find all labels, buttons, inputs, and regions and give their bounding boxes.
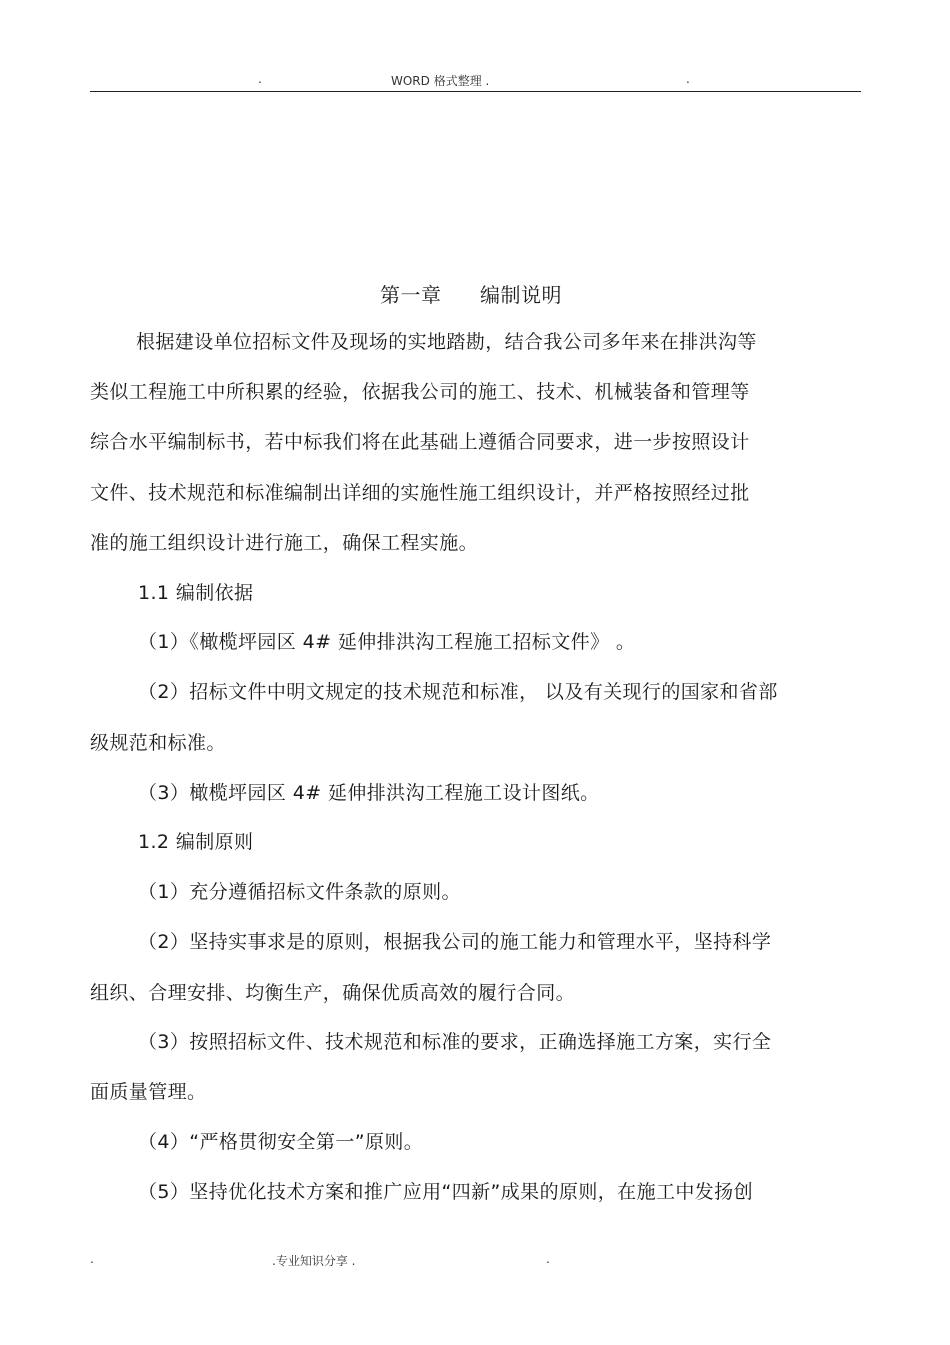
body-line: 类似工程施工中所积累的经验，依据我公司的施工、技术、机械装备和管理等 (90, 381, 750, 403)
chapter-title: 编制说明 (480, 283, 562, 307)
footer-dot-right: . (546, 1252, 550, 1266)
section-heading: 1.2 编制原则 (138, 831, 254, 853)
footer-dot-left: . (90, 1252, 94, 1266)
list-item: （4）“严格贯彻安全第一”原则。 (138, 1131, 424, 1153)
body-line: 根据建设单位招标文件及现场的实地踏勘，结合我公司多年来在排洪沟等 (136, 331, 757, 353)
header-dot-right: . (686, 72, 690, 86)
body-line: 级规范和标准。 (90, 732, 226, 754)
body-line: 准的施工组织设计进行施工，确保工程实施。 (90, 532, 479, 554)
list-item: （5）坚持优化技术方案和推广应用“四新”成果的原则，在施工中发扬创 (138, 1181, 753, 1203)
list-item: （3）按照招标文件、技术规范和标准的要求，正确选择施工方案，实行全 (138, 1031, 772, 1053)
body-line: 组织、合理安排、均衡生产，确保优质高效的履行合同。 (90, 982, 576, 1004)
list-item: （3）橄榄坪园区 4# 延伸排洪沟工程施工设计图纸。 (138, 782, 600, 804)
list-item: （2）招标文件中明文规定的技术规范和标准， 以及有关现行的国家和省部 (138, 681, 778, 703)
body-line: 综合水平编制标书，若中标我们将在此基础上遵循合同要求，进一步按照设计 (90, 431, 750, 453)
header-text: WORD 格式整理 . (391, 74, 490, 88)
list-item: （1）充分遵循招标文件条款的原则。 (138, 881, 461, 903)
header-dot-left: . (258, 72, 262, 86)
chapter-number: 第一章 (380, 283, 442, 307)
section-heading: 1.1 编制依据 (138, 582, 254, 604)
list-item: （1）《橄榄坪园区 4# 延伸排洪沟工程施工招标文件》 。 (138, 631, 636, 653)
body-line: 文件、技术规范和标准编制出详细的实施性施工组织设计，并严格按照经过批 (90, 482, 750, 504)
body-line: 面质量管理。 (90, 1081, 207, 1103)
header-rule (90, 91, 861, 92)
footer-text: .专业知识分享 . (272, 1254, 356, 1268)
list-item: （2）坚持实事求是的原则，根据我公司的施工能力和管理水平，坚持科学 (138, 931, 772, 953)
